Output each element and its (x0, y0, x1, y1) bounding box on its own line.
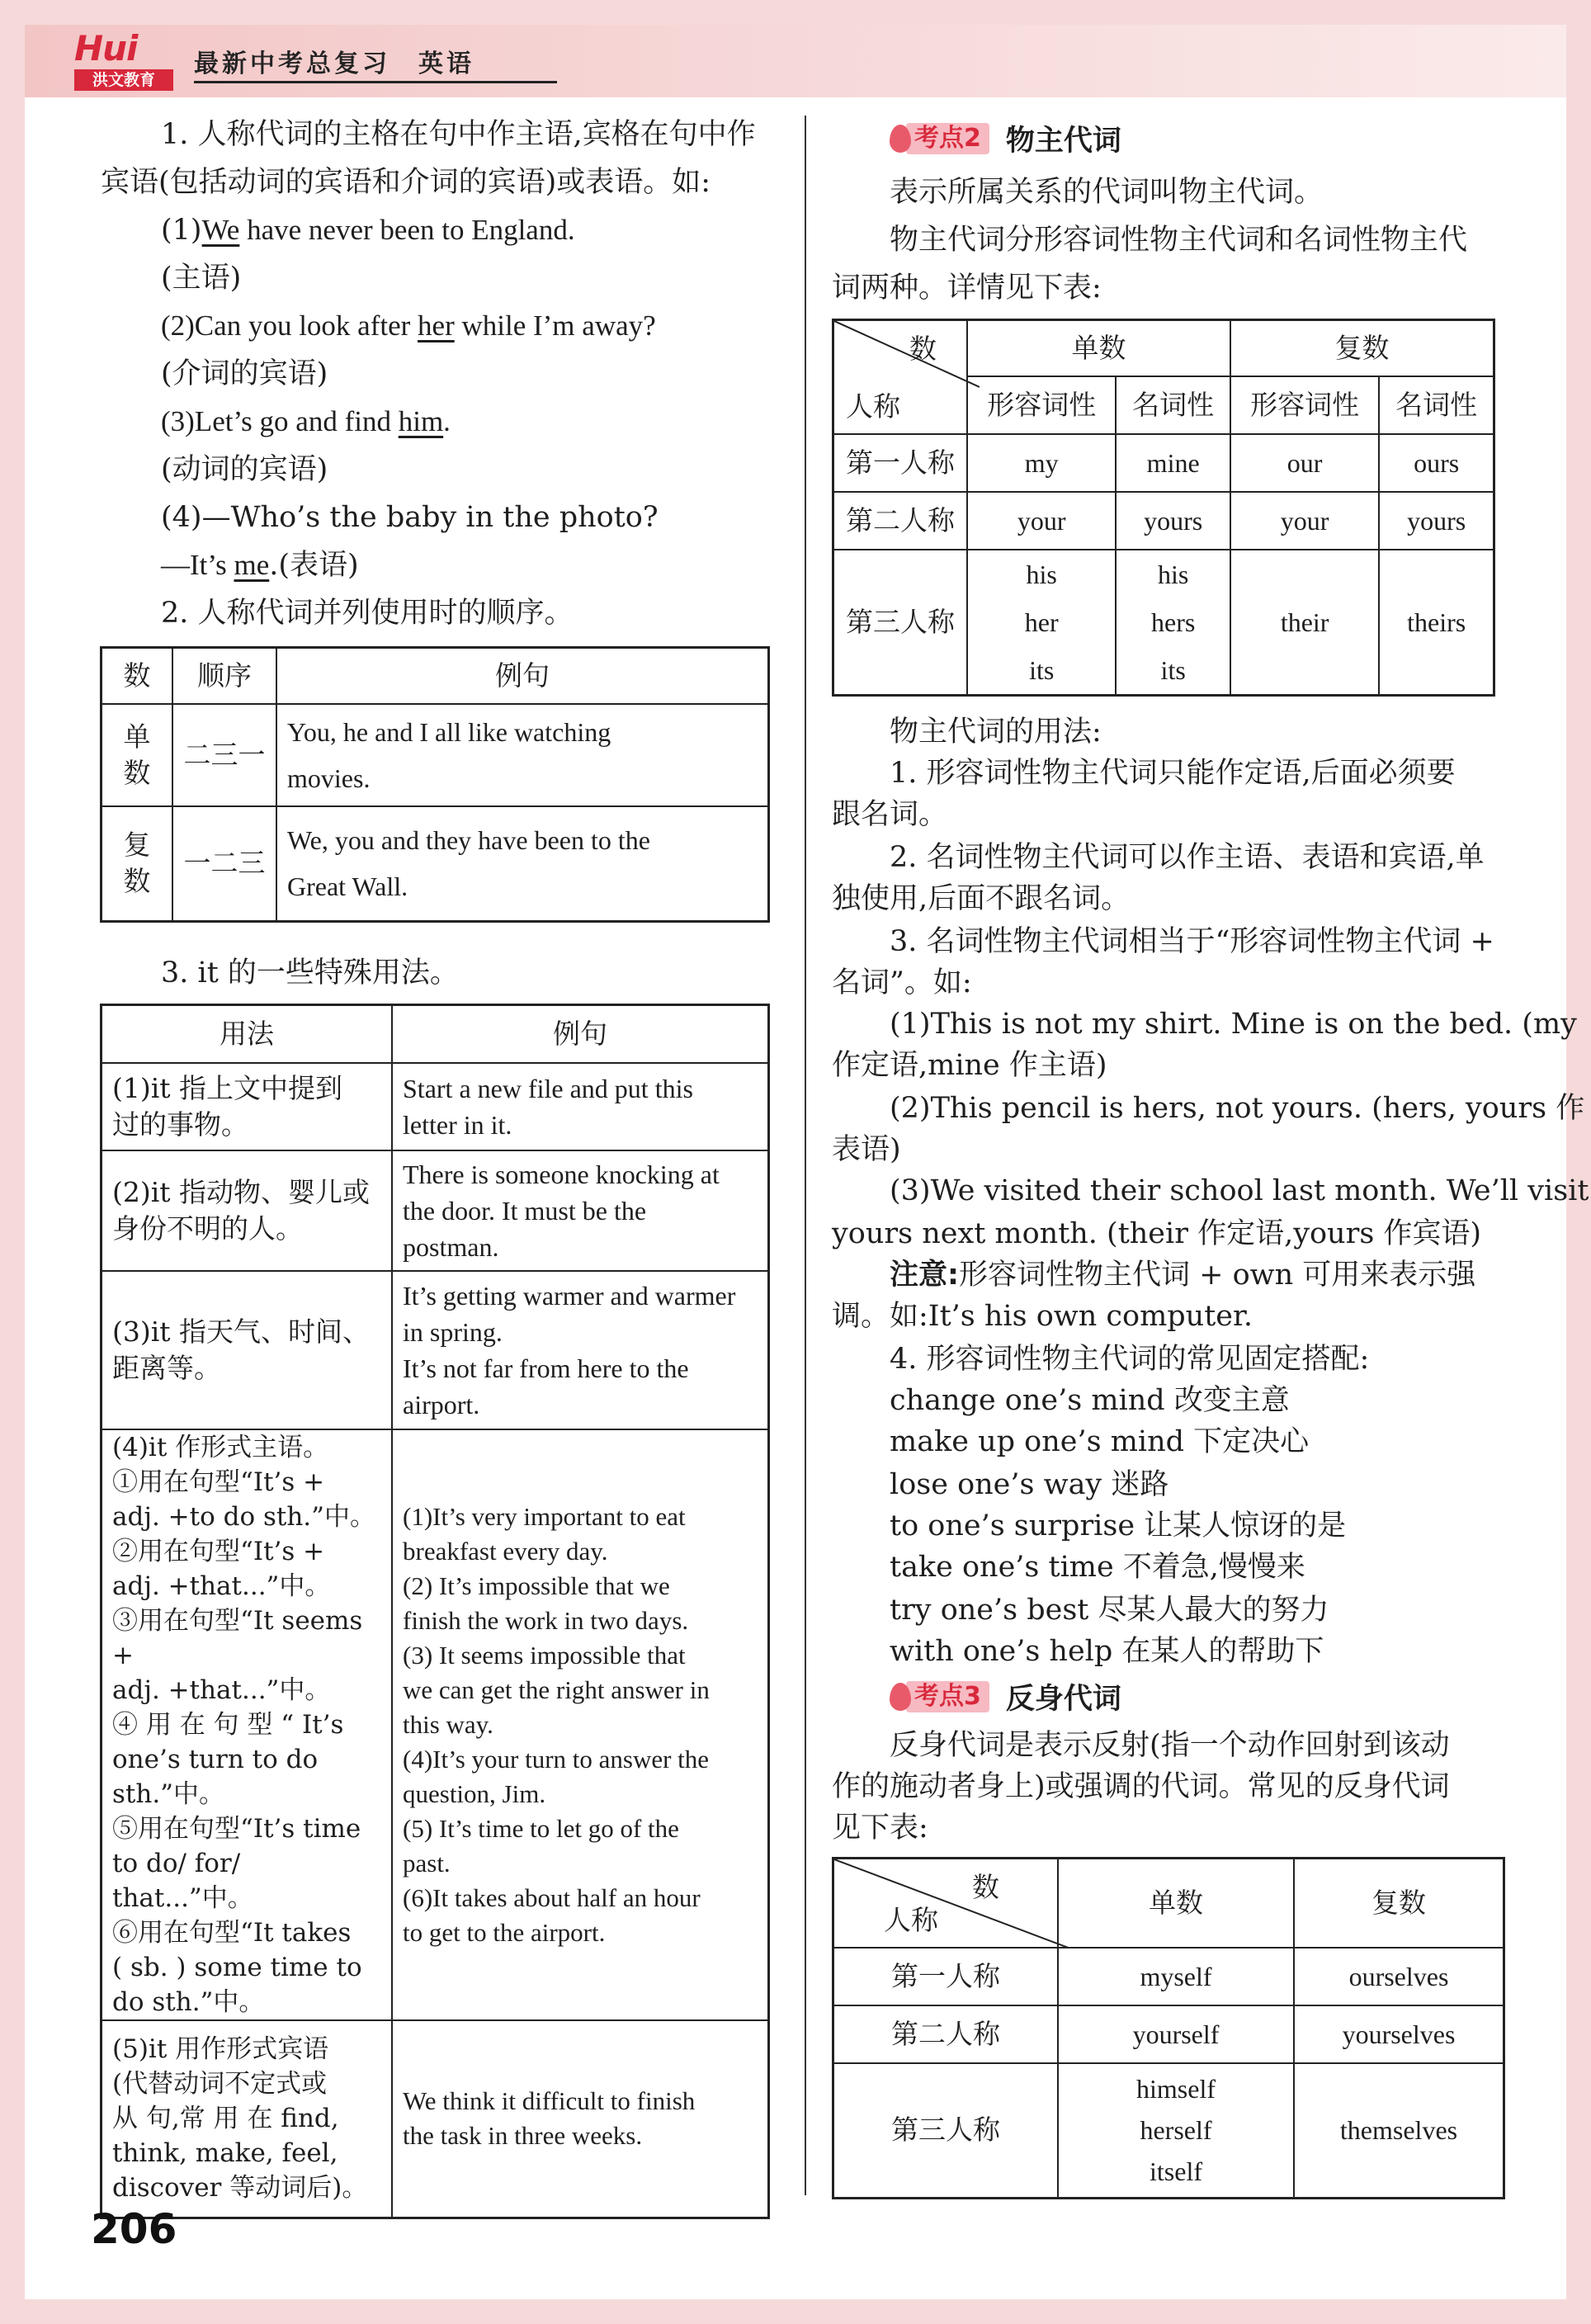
book-title: 最新中考总复习 英语 (194, 50, 474, 78)
reflexive-corner-cell: 数 人称 (833, 1859, 1059, 1948)
usage-1-line2: 跟名词。 (832, 798, 948, 831)
usage-4: 4. 形容词性物主代词的常见固定搭配: (890, 1343, 1370, 1376)
left-p1-line2: 宾语(包括动词的宾语和介词的宾语)或表语。如: (101, 166, 711, 199)
table-row: 第二人称 yourself yourselves (833, 2005, 1504, 2063)
phrase-item: to one’s surprise 让某人惊讶的是 (890, 1509, 1347, 1542)
table-row: 第一人称 myself ourselves (833, 1948, 1504, 2005)
header-underline (194, 81, 557, 83)
possessive-corner-cell: 数 人称 (833, 320, 968, 434)
example-e2-line2: 表语) (832, 1133, 901, 1166)
publisher-logo: Hui 洪文教育 (74, 28, 190, 94)
left-p3: 3. it 的一些特殊用法。 (161, 957, 459, 990)
table-row: 复数 一二三 We, you and they have been to the Great Wall. (102, 806, 769, 922)
table-row: (3)it 指天气、时间、 距离等。 It’s getting warmer and warmer in spring. It’s not far from here to the airport. (102, 1271, 769, 1429)
example-e3-line2: yours next month. (their 作定语,yours 作宾语) (832, 1217, 1482, 1250)
right-intro2-line1: 物主代词分形容词性物主代词和名词性物主代 (890, 224, 1468, 257)
column-divider (805, 116, 806, 2195)
reflexive-intro-line1: 反身代词是表示反射(指一个动作回射到该动 (890, 1729, 1450, 1762)
kaodian-3-heading: 考点3 反身代词 (890, 1679, 1121, 1715)
phrase-item: lose one’s way 迷路 (890, 1468, 1169, 1501)
example-e1-line1: (1)This is not my shirt. Mine is on the bed. (my (890, 1008, 1577, 1041)
example-e3-line1: (3)We visited their school last month. We’ll visit (890, 1174, 1589, 1207)
table-row: (5)it 用作形式宾语 (代替动词不定式或 从 句,常 用 在 find, think, make, feel, discover 等动词后)。 We think it difficult to finish the task in three weeks. (102, 2020, 769, 2218)
phrase-item: take one’s time 不着急,慢慢来 (890, 1551, 1305, 1584)
example-2-note: (介词的宾语) (161, 357, 328, 390)
kaodian-2-heading: 考点2 物主代词 (890, 120, 1121, 157)
drop-icon (890, 1683, 911, 1711)
table-row: 第一人称 my mine our ours (833, 434, 1494, 492)
phrase-item: with one’s help 在某人的帮助下 (890, 1635, 1324, 1668)
phrase-item: change one’s mind 改变主意 (890, 1384, 1290, 1417)
reflexive-intro-line3: 见下表: (832, 1811, 928, 1845)
note-line1: 注意:形容词性物主代词 + own 可用来表示强 (890, 1259, 1476, 1292)
usage-2-line1: 2. 名词性物主代词可以作主语、表语和宾语,单 (890, 841, 1485, 874)
usage-2-line2: 独使用,后面不跟名词。 (832, 882, 1131, 915)
it-header-usage: 用法 (102, 1005, 393, 1063)
phrase-item: make up one’s mind 下定决心 (890, 1425, 1310, 1458)
example-4-answer: —It’s me.(表语) (161, 549, 359, 582)
example-e1-line2: 作定语,mine 作主语) (832, 1049, 1107, 1082)
order-header-num: 数 (102, 648, 173, 704)
table-row: 第二人称 your yours your yours (833, 492, 1494, 550)
table-row: 第三人称 himself herself itself themselves (833, 2063, 1504, 2199)
example-2: (2)Can you look after her while I’m away? (161, 309, 656, 342)
table-row: (2)it 指动物、婴儿或 身份不明的人。 There is someone knocking at the door. It must be the postman. (102, 1150, 769, 1271)
example-1: (1)We have never been to England. (161, 214, 575, 247)
right-intro1: 表示所属关系的代词叫物主代词。 (890, 176, 1324, 209)
usage-3-line2: 名词”。如: (832, 966, 972, 999)
note-line2: 调。如:It’s his own computer. (832, 1300, 1253, 1333)
phrase-item: try one’s best 尽某人最大的努力 (890, 1594, 1329, 1627)
left-p1-line1: 1. 人称代词的主格在句中作主语,宾格在句中作 (161, 118, 756, 151)
table-row: 第三人称 his her its his hers its their theirs (833, 550, 1494, 696)
reflexive-table: 数 人称 单数 复数 第一人称 myself ourselves 第二人称 yourself yourselves 第三人称 himself herself itself themselves (832, 1857, 1505, 2199)
corner-diagonal (834, 1859, 1070, 1948)
it-usage-table (100, 1004, 770, 2219)
example-3-note: (动词的宾语) (161, 453, 328, 486)
table-row: (4)it 作形式主语。 ①用在句型“It’s + adj. +to do sth.”中。 ②用在句型“It’s + adj. +that...”中。 ③用在句型“It seems + adj. +that...”中。 ④ 用 在 句 型 “ It’s one’s turn to do sth.”中。 ⑤用在句型“It’s time to do/ for/ that...”中。 ⑥用在句型“It takes ( sb. ) some time to do sth.”中。 (1)It’s very important to eat breakfast every day. (2) It’s impossible that we finish the work in two days. (3) It seems impossible that we can get the right answer in this way. (4)It’s your turn to answer the question, Jim. (5) It’s time to let go of the past. (6)It takes about half an hour to get to the airport. (102, 1429, 769, 2020)
order-header-example: 例句 (276, 648, 769, 704)
it-header-example: 例句 (392, 1005, 769, 1063)
reflexive-intro-line2: 作的施动者身上)或强调的代词。常见的反身代词 (832, 1770, 1450, 1803)
order-table (100, 646, 770, 923)
page-number: 206 (91, 2205, 177, 2253)
example-e2-line1: (2)This pencil is hers, not yours. (hers, yours 作 (890, 1092, 1585, 1125)
left-p2: 2. 人称代词并列使用时的顺序。 (161, 597, 574, 630)
usage-3-line1: 3. 名词性物主代词相当于“形容词性物主代词 + (890, 925, 1494, 958)
table-row: (1)it 指上文中提到 过的事物。 Start a new file and put this letter in it. (102, 1063, 769, 1150)
drop-icon (890, 125, 911, 153)
possessive-table: 数 人称 单数 复数 形容词性 名词性 形容词性 名词性 第一人称 my mine our ours 第二人称 your yours your yours 第三人称 his her its his hers its their theirs (832, 319, 1495, 697)
example-1-note: (主语) (161, 262, 242, 295)
example-4-question: (4)—Who’s the baby in the photo? (161, 501, 659, 534)
usage-1-line1: 1. 形容词性物主代词只能作定语,后面必须要 (890, 757, 1456, 790)
right-intro2-line2: 词两种。详情见下表: (832, 272, 1102, 305)
usage-title: 物主代词的用法: (890, 716, 1102, 749)
table-row: 单数 二三一 You, he and I all like watching movies. (102, 704, 769, 806)
example-3: (3)Let’s go and find him. (161, 405, 451, 437)
order-header-order: 顺序 (172, 648, 276, 704)
